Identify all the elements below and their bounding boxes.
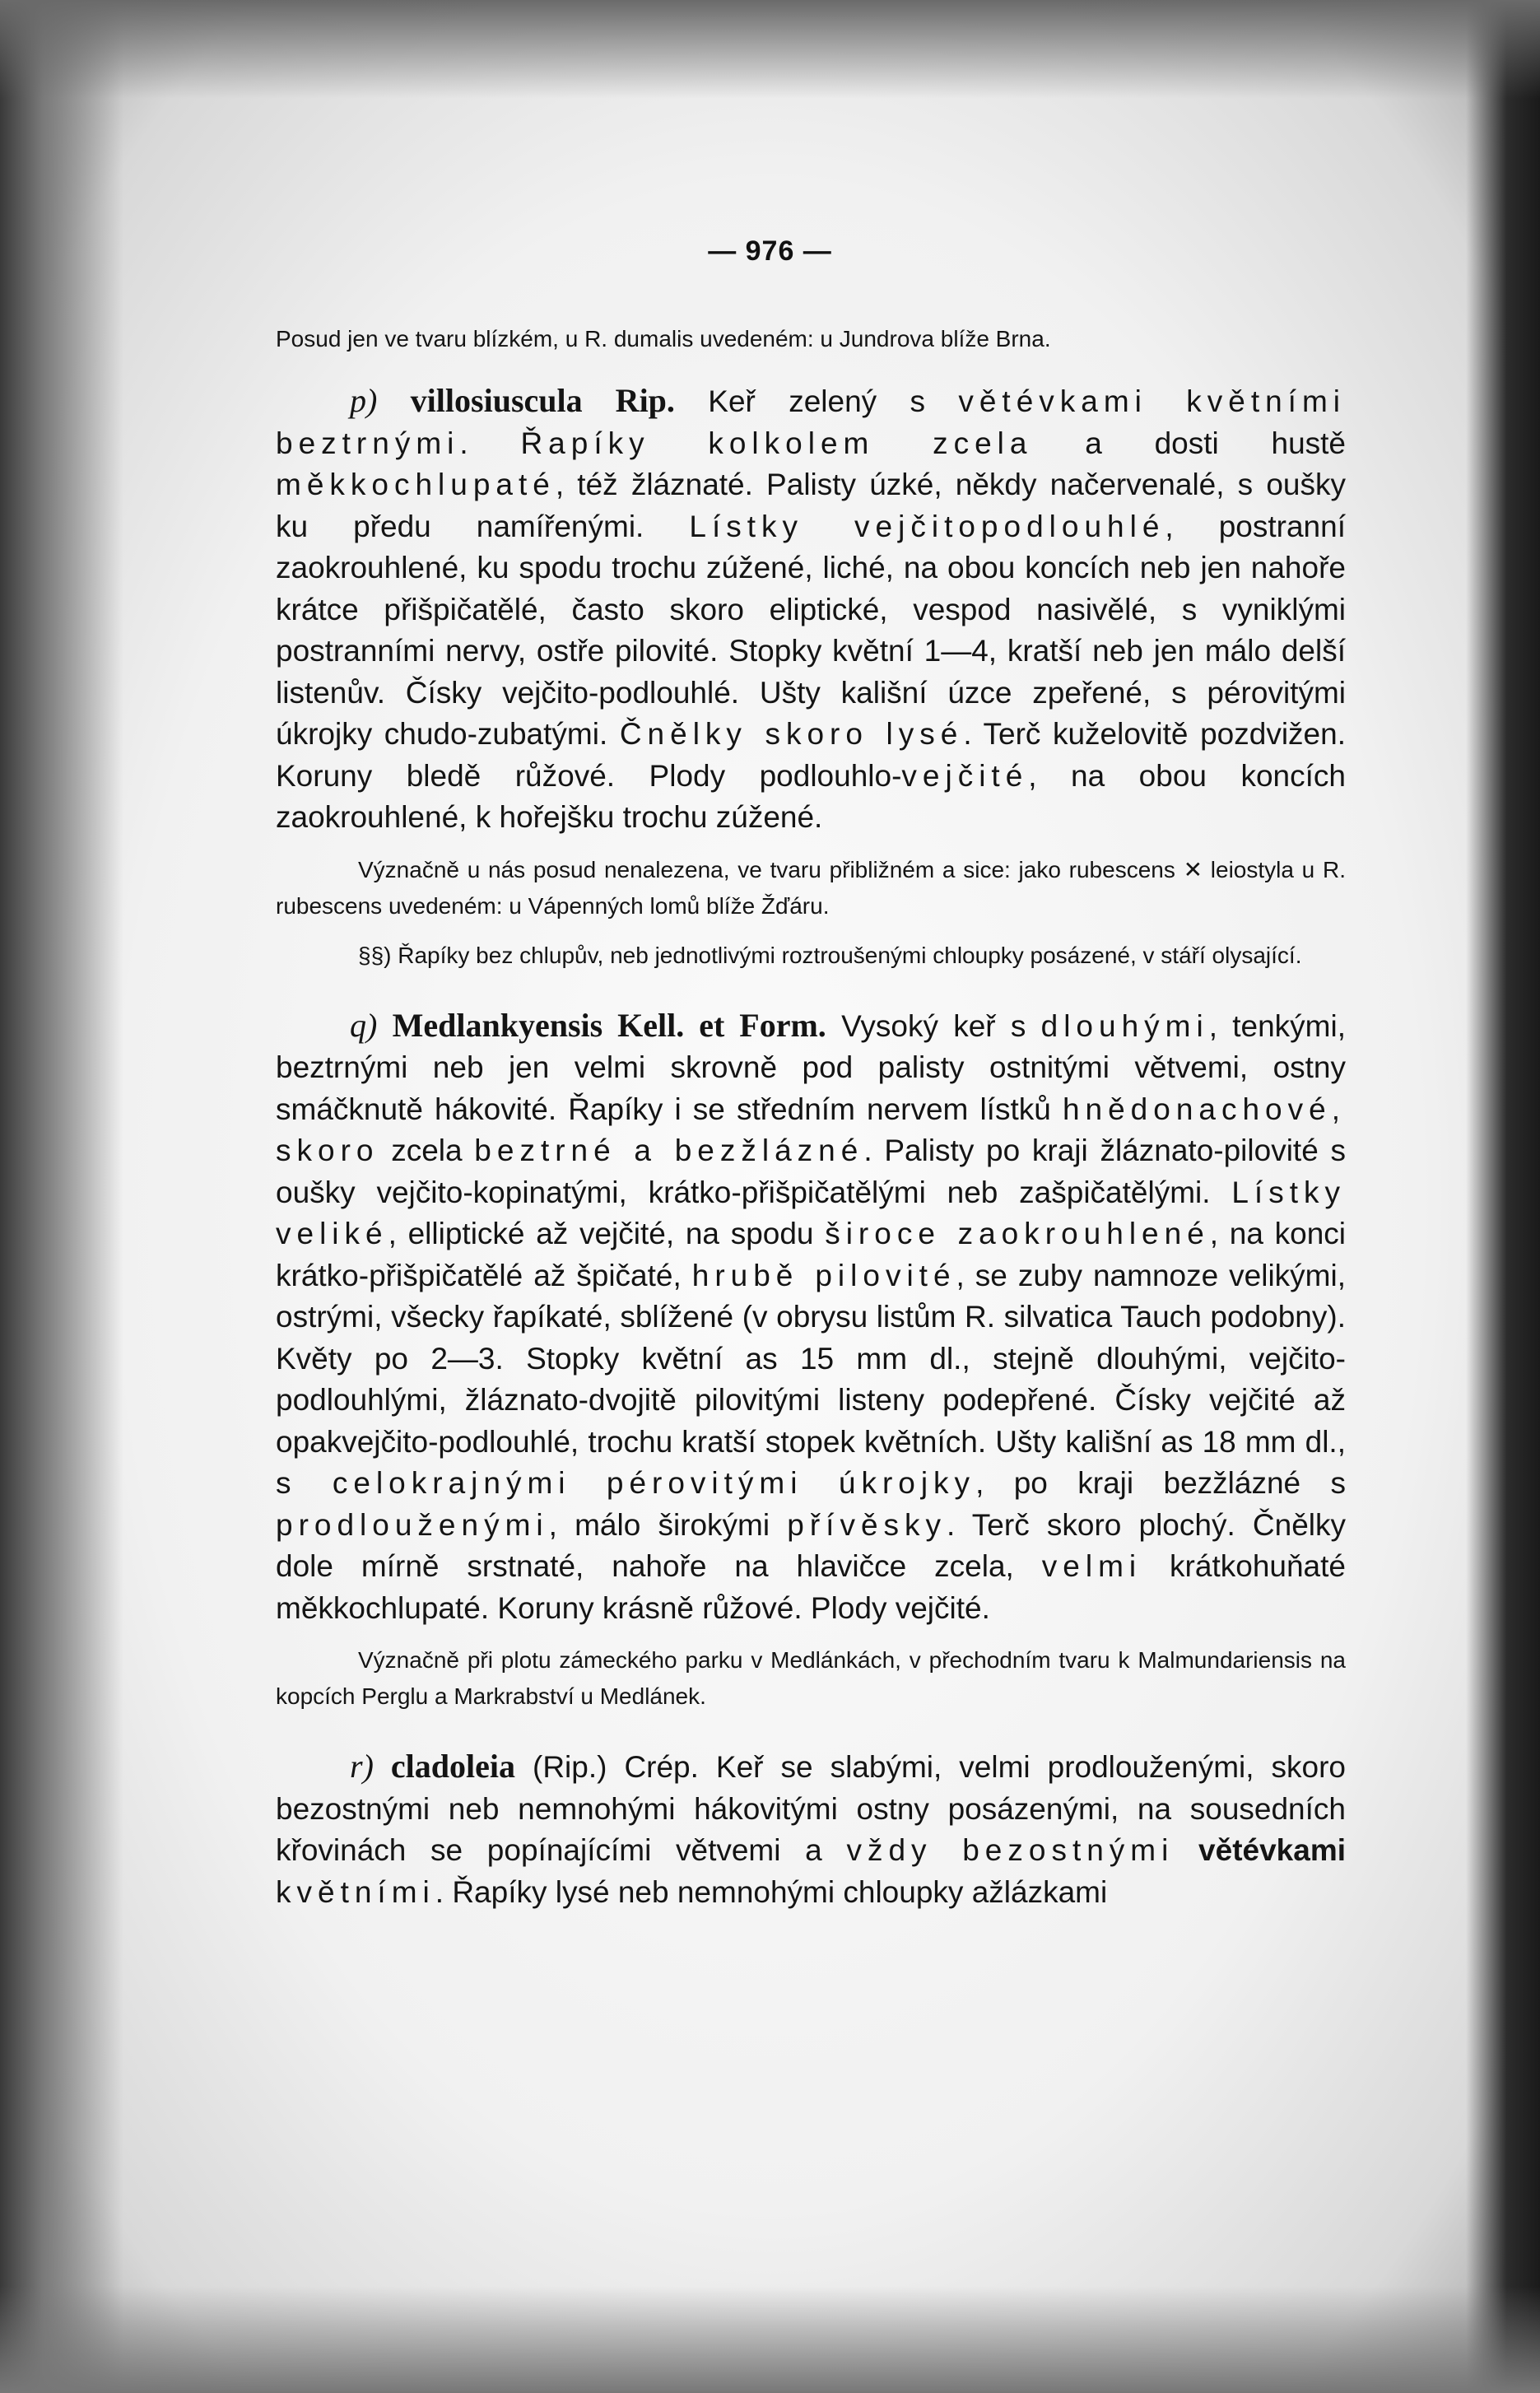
text-run: , na konci krátko-přišpičatělé až špičaté, [276, 1217, 1346, 1292]
spaced-text: přívěsky [787, 1507, 947, 1542]
section-letter: p) [350, 382, 378, 419]
section-q [276, 1005, 1346, 1630]
taxon-name: villosiuscula Rip. [410, 382, 675, 419]
scan-shadow-top [0, 0, 1540, 99]
locality-note: Význačně u nás posud nenalezena, ve tvaru přibližném a sice: jako rubescens ✕ leiostyla u R. rubescens uvedeném: u Vápenných lomů blíže Žďáru. [276, 856, 1346, 919]
section-letter: q) [350, 1006, 378, 1044]
text-run: , elliptické až vejčité, na spodu [388, 1217, 826, 1250]
text-run: zcela [379, 1134, 475, 1167]
text-run: . Terč kuželovitě pozdvižen. Koruny bledě růžové. Plody podlouhlo- [276, 717, 1346, 793]
text-run: Keř se slabými, velmi prodlouženými, skoro bezostnými neb nemnohými hákovitými ostny posázenými, na sousedních křovinách se popínajícími větvemi a [276, 1750, 1346, 1867]
text-run: , na obou koncích zaokrouhlené, k hořejšku trochu zúžené. [276, 758, 1346, 834]
locality-note: Význačně při plotu zámeckého parku v Medlánkách, v přechodním tvaru k Malmundariensis na kopcích Perglu a Markrabství u Medlánek. [276, 1647, 1346, 1709]
taxon-name: Medlankyensis Kell. et Form. [392, 1006, 826, 1044]
spaced-text: beztrné a bezžlázné [474, 1134, 864, 1167]
text-run: . Řapíky lysé neb nemnohými chloupky ažlázkami [435, 1874, 1108, 1909]
spaced-text: větévkami květními beztrnými [276, 384, 1346, 460]
text-run: , po kraji bezžlázné s [975, 1466, 1346, 1500]
taxon-author: (Rip.) Crép. [515, 1750, 699, 1784]
spaced-text: velmi [1041, 1549, 1142, 1583]
text-run: větévkami [1174, 1833, 1347, 1867]
scan-shadow-bottom [0, 2286, 1540, 2393]
spaced-text: široce zaokrouhlené [825, 1217, 1210, 1250]
scan-shadow-left [0, 0, 123, 2393]
spaced-text: Lístky vejčitopodlouhlé [689, 509, 1165, 543]
intro-note: Posud jen ve tvaru blízkém, u R. dumalis uvedeném: u Jundrova blíže Brna. [276, 326, 1051, 352]
spaced-text: vejčité [901, 758, 1029, 793]
text-run: . Palisty po kraji žláznato-pilovité s oušky vejčito-kopinatými, krátko-přišpičatělými neb zašpičatělými. [276, 1134, 1346, 1209]
spaced-text: Řapíky kolkolem zcela [520, 426, 1033, 460]
section-p [276, 380, 1346, 839]
section-r [276, 1746, 1346, 1913]
text-run: . Terč skoro plochý. Čnělky dole mírně srstnaté, nahoře na hlavičce zcela, [276, 1507, 1346, 1583]
spaced-text: hrubě pilovité [691, 1258, 956, 1292]
text-run: Keř zelený s [708, 384, 959, 418]
text-run: , též žláznaté. Palisty úzké, někdy načervenalé, s oušky ku předu namířenými. [276, 468, 1346, 543]
spaced-text: měkkochlupaté [276, 468, 556, 501]
section-letter: r) [350, 1748, 374, 1785]
spaced-text: Lístky veliké [276, 1175, 1346, 1250]
text-run: , postranní zaokrouhlené, ku spodu trochu zúžené, liché, na obou koncích neb jen nahoře krátce přišpičatělé, často skoro eliptické, vespod nasivělé, s vyniklými postranními nervy, ostře pilovité. Stopky květní 1—4, kratší neb jen málo delší listenův. Čísky vejčito-podlouhlé. Ušty kališní úzce zpeřené, s pérovitými úkrojky chudo-zubatými. [276, 509, 1346, 751]
text-run: Vysoký keř s [826, 1008, 1041, 1043]
spaced-text: dlouhými [1040, 1008, 1209, 1043]
spaced-text: s celokrajnými pérovitými úkrojky [276, 1466, 976, 1500]
page-number: — 976 — [708, 235, 832, 267]
spaced-text: prodlouženými [276, 1507, 549, 1542]
spaced-text: květními [276, 1874, 435, 1909]
text-run: krátkohuňaté měkkochlupaté. Koruny krásně růžové. Plody vejčité. [276, 1549, 1346, 1625]
text-run: , málo širokými [548, 1507, 788, 1542]
scan-shadow-right [1466, 0, 1540, 2393]
spaced-text: Čnělky skoro lysé [619, 717, 964, 751]
subgroup-note: §§) Řapíky bez chlupův, neb jednotlivými roztroušenými chloupky posázené, v stáří olysající. [358, 942, 1302, 968]
spaced-text: vždy bezostnými [846, 1833, 1175, 1867]
spaced-text: hnědonachové, skoro [276, 1092, 1346, 1167]
text-run: , se zuby namnoze velikými, ostrými, všecky řapíkaté, sblížené (v obrysu listům R. silvatica Tauch podobny). Květy po 2—3. Stopky květní as 15 mm dl., stejně dlouhými, vejčito-podlouhlými, žláznato-dvojitě pilovitými listeny podepřené. Čísky vejčité až opakvejčito-podlouhlé, trochu kratší stopek květních. Ušty kališní as 18 mm dl., [276, 1258, 1346, 1459]
page-body [276, 321, 1346, 1913]
taxon-name: cladoleia [390, 1748, 515, 1785]
text-run: a dosti hustě [1032, 426, 1346, 460]
text-run: , tenkými, beztrnými neb jen velmi skrovně pod palisty ostnitými větvemi, ostny smáčknutě hákovité. Řapíky i se středním nervem lístků [276, 1008, 1346, 1126]
text-run: . [459, 426, 521, 460]
